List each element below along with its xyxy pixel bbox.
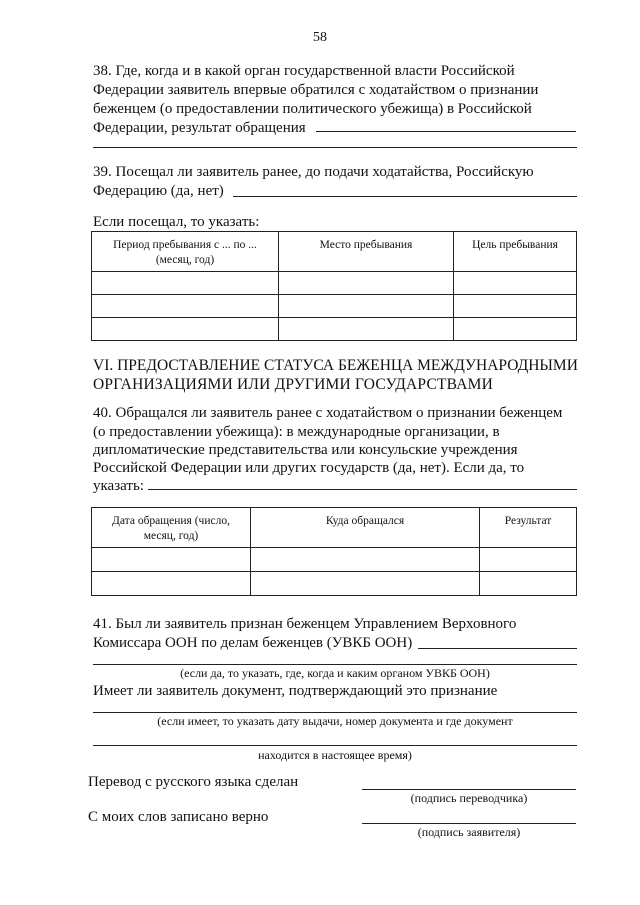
appeal-col-date (92, 508, 251, 548)
translator-signature-hint: (подпись переводчика) (410, 791, 528, 805)
q40-line-1: 40. Обращался ли заявитель ранее с ходатайством о признании беженцем (93, 405, 563, 421)
table-row (92, 272, 577, 295)
q40-line-4: Российской Федерации или других государств (да, нет). Если да, то (93, 460, 525, 476)
applicant-signature-line[interactable] (362, 823, 576, 824)
q38-line-4: Федерации, результат обращения (93, 120, 306, 136)
section-6-heading (93, 357, 581, 394)
appeal-col-date-line-1: Дата обращения (число, (112, 515, 230, 527)
translation-label: Перевод с русского языка сделан (88, 774, 299, 790)
q40-line-2: (о предоставлении убежища): в международные организации, в (93, 424, 500, 440)
q41-document-line-1[interactable] (93, 712, 577, 713)
table-row (92, 295, 577, 318)
visit-col-period (92, 232, 279, 272)
q41-hint-2: (если имеет, то указать дату выдачи, номер документа и где документ (157, 714, 513, 728)
appeal-col-date-line-2: месяц, год) (143, 530, 199, 542)
q40-line-3: дипломатические представительства или консульские учреждения (93, 442, 518, 458)
visit-col-period-line-1: Период пребывания с ... по ... (113, 239, 257, 251)
q41-hint-1: (если да, то указать, где, когда и каким органом УВКБ ООН) (180, 666, 490, 680)
q38-answer-line-2[interactable] (93, 147, 577, 148)
section-6-line-1: VI. ПРЕДОСТАВЛЕНИЕ СТАТУСА БЕЖЕНЦА МЕЖДУНАРОДНЫМИ (93, 357, 578, 374)
table-row (92, 318, 577, 341)
q41-hint-3: находится в настоящее время) (258, 748, 412, 762)
visit-col-period-line-2: (месяц, год) (155, 254, 215, 266)
question-41 (93, 615, 577, 652)
visit-table (91, 231, 577, 341)
visit-col-purpose: Цель пребывания (454, 232, 577, 272)
q41-document (93, 682, 577, 700)
page-number: 58 (313, 30, 327, 45)
table-row (92, 572, 577, 596)
appeal-col-where: Куда обращался (251, 508, 480, 548)
q38-line-1: 38. Где, когда и в какой орган государственной власти Российской (93, 63, 515, 79)
question-39 (93, 163, 577, 200)
question-38 (93, 62, 577, 137)
q38-line-2: Федерации заявитель впервые обратился с ходатайством о признании (93, 82, 539, 98)
q41-answer-line-1[interactable] (418, 648, 577, 649)
section-6-line-2: ОРГАНИЗАЦИЯМИ ИЛИ ДРУГИМИ ГОСУДАРСТВАМИ (93, 376, 493, 393)
q41-line-2: Комиссара ООН по делам беженцев (УВКБ ООН) (93, 635, 413, 651)
appeal-table (91, 507, 577, 596)
q40-answer-line[interactable] (148, 489, 577, 490)
applicant-signature-hint: (подпись заявителя) (417, 825, 521, 839)
q38-answer-line-1[interactable] (316, 131, 576, 132)
q39-line-2: Федерацию (да, нет) (93, 183, 224, 199)
question-40 (93, 404, 577, 495)
recorded-label: С моих слов записано верно (88, 809, 269, 825)
q41-document-line-2[interactable] (93, 745, 577, 746)
visit-table-caption: Если посещал, то указать: (93, 214, 260, 230)
appeal-col-result: Результат (480, 508, 577, 548)
translator-signature-line[interactable] (362, 789, 576, 790)
table-row (92, 548, 577, 572)
q39-line-1: 39. Посещал ли заявитель ранее, до подачи ходатайства, Российскую (93, 164, 534, 180)
q38-line-3: беженцем (о предоставлении политического убежища) в Российской (93, 101, 532, 117)
q40-line-5: указать: (93, 478, 144, 494)
q39-answer-line[interactable] (233, 196, 577, 197)
q41-line-3: Имеет ли заявитель документ, подтверждающий это признание (93, 683, 498, 699)
q41-line-1: 41. Был ли заявитель признан беженцем Управлением Верховного (93, 616, 517, 632)
visit-col-place: Место пребывания (279, 232, 454, 272)
q41-answer-line-2[interactable] (93, 664, 577, 665)
